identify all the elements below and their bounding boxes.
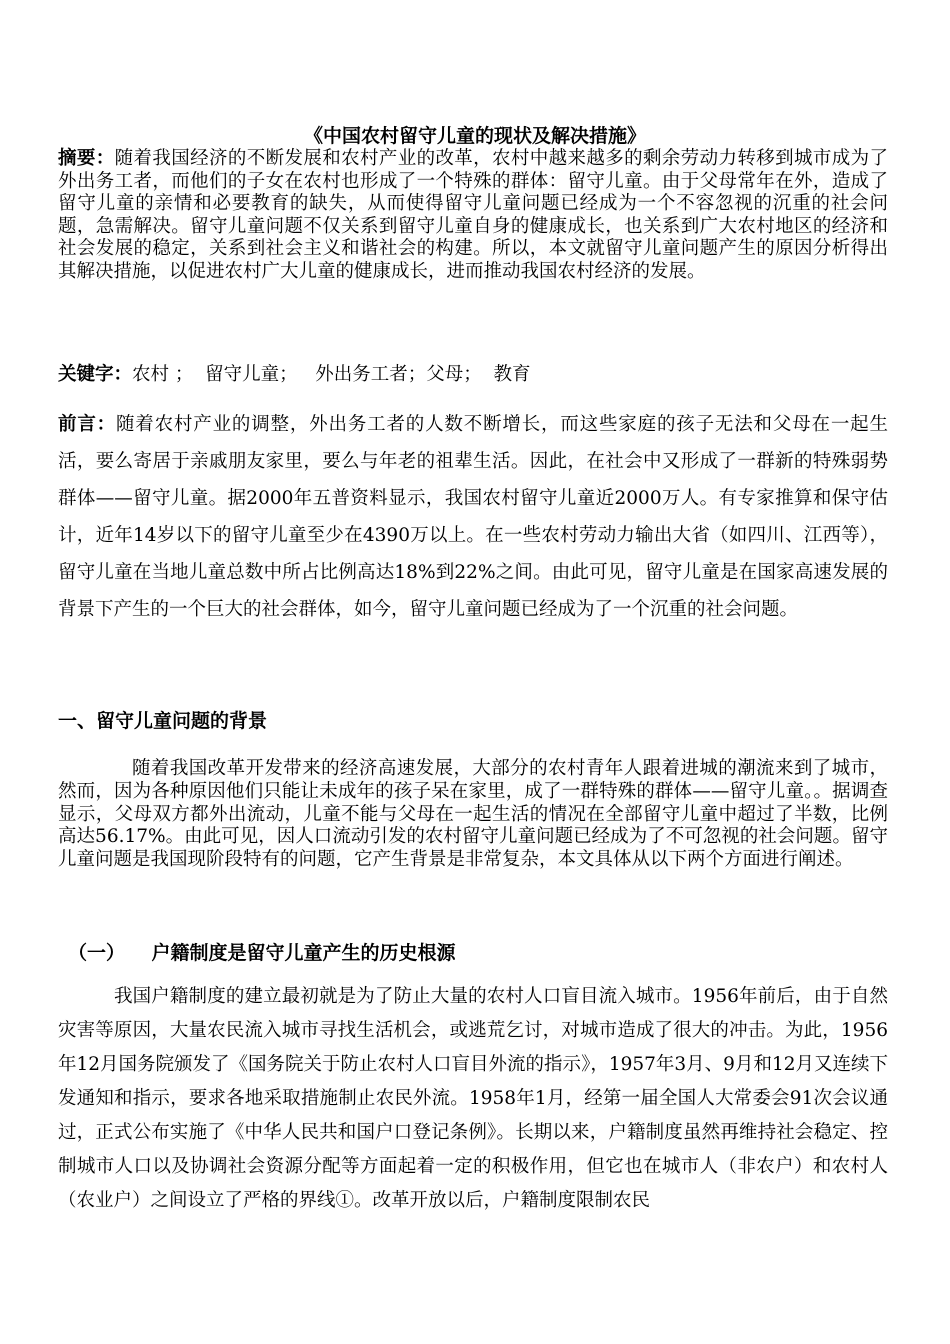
keywords-label: 关键字：: [58, 364, 133, 385]
abstract-paragraph: [58, 148, 888, 283]
abstract-label: 摘要：: [58, 148, 115, 169]
keywords-line: [58, 362, 888, 388]
subsection-heading: （一） 户籍制度是留守儿童产生的历史根源: [68, 942, 456, 964]
subsection-paragraph: 我国户籍制度的建立最初就是为了防止大量的农村人口盲目流入城市。1956年前后，由于自然灾害等原因，大量农民流入城市寻找生活机会，或逃荒乞讨，对城市造成了很大的冲击。为此，1956年12月国务院颁发了《国务院关于防止农村人口盲目外流的指示》，1957年3月、9月和12月又连续下发通知和指示，要求各地采取措施制止农民外流。1958年1月，经第一届全国人大常委会91次会议通过，正式公布实施了《中华人民共和国户口登记条例》。长期以来，户籍制度虽然再维持社会稳定、控制城市人口以及协调社会资源分配等方面起着一定的积极作用，但它也在城市人（非农户）和农村人（农业户）之间设立了严格的界线①。改革开放以后，户籍制度限制农民: [58, 986, 888, 1211]
abstract-text: 随着我国经济的不断发展和农村产业的改革，农村中越来越多的剩余劳动力转移到城市成为了外出务工者，而他们的子女在农村也形成了一个特殊的群体：留守儿童。由于父母常年在外，造成了留守儿童的亲情和必要教育的缺失，从而使得留守儿童问题已经成为一个不容忽视的沉重的社会问题，急需解决。留守儿童问题不仅关系到留守儿童自身的健康成长，也关系到广大农村地区的经济和社会发展的稳定，关系到社会主义和谐社会的构建。所以，本文就留守儿童问题产生的原因分析得出其解决措施，以促进农村广大儿童的健康成长，进而推动我国农村经济的发展。: [58, 148, 888, 282]
document-title: 《中国农村留守儿童的现状及解决措施》: [303, 125, 646, 147]
preface-label: 前言：: [58, 414, 116, 435]
keywords-text: 农村 ； 留守儿童； 外出务工者；父母； 教育: [132, 364, 531, 385]
preface-text: 随着农村产业的调整，外出务工者的人数不断增长，而这些家庭的孩子无法和父母在一起生活，要么寄居于亲戚朋友家里，要么与年老的祖辈生活。因此，在社会中又形成了一群新的特殊弱势群体——留守儿童。据2000年五普资料显示，我国农村留守儿童近2000万人。有专家推算和保守估计，近年14岁以下的留守儿童至少在4390万以上。在一些农村劳动力输出大省（如四川、江西等），留守儿童在当地儿童总数中所占比例高达18%到22%之间。由此可见，留守儿童是在国家高速发展的背景下产生的一个巨大的社会群体，如今，留守儿童问题已经成为了一个沉重的社会问题。: [58, 414, 888, 620]
section-paragraph: 随着我国改革开发带来的经济高速发展，大部分的农村青年人跟着进城的潮流来到了城市，然而，因为各种原因他们只能让未成年的孩子呆在家里，成了一群特殊的群体——留守儿童。。据调查显示，父母双方都外出流动，儿童不能与父母在一起生活的情况在全部留守儿童中超过了半数，比例高达56.17%。由此可见，因人口流动引发的农村留守儿童问题已经成为了不可忽视的社会问题。留守儿童问题是我国现阶段特有的问题，它产生背景是非常复杂，本文具体从以下两个方面进行阐述。: [58, 758, 888, 871]
section-heading: 一、留守儿童问题的背景: [58, 710, 268, 732]
preface-paragraph: [58, 406, 888, 628]
